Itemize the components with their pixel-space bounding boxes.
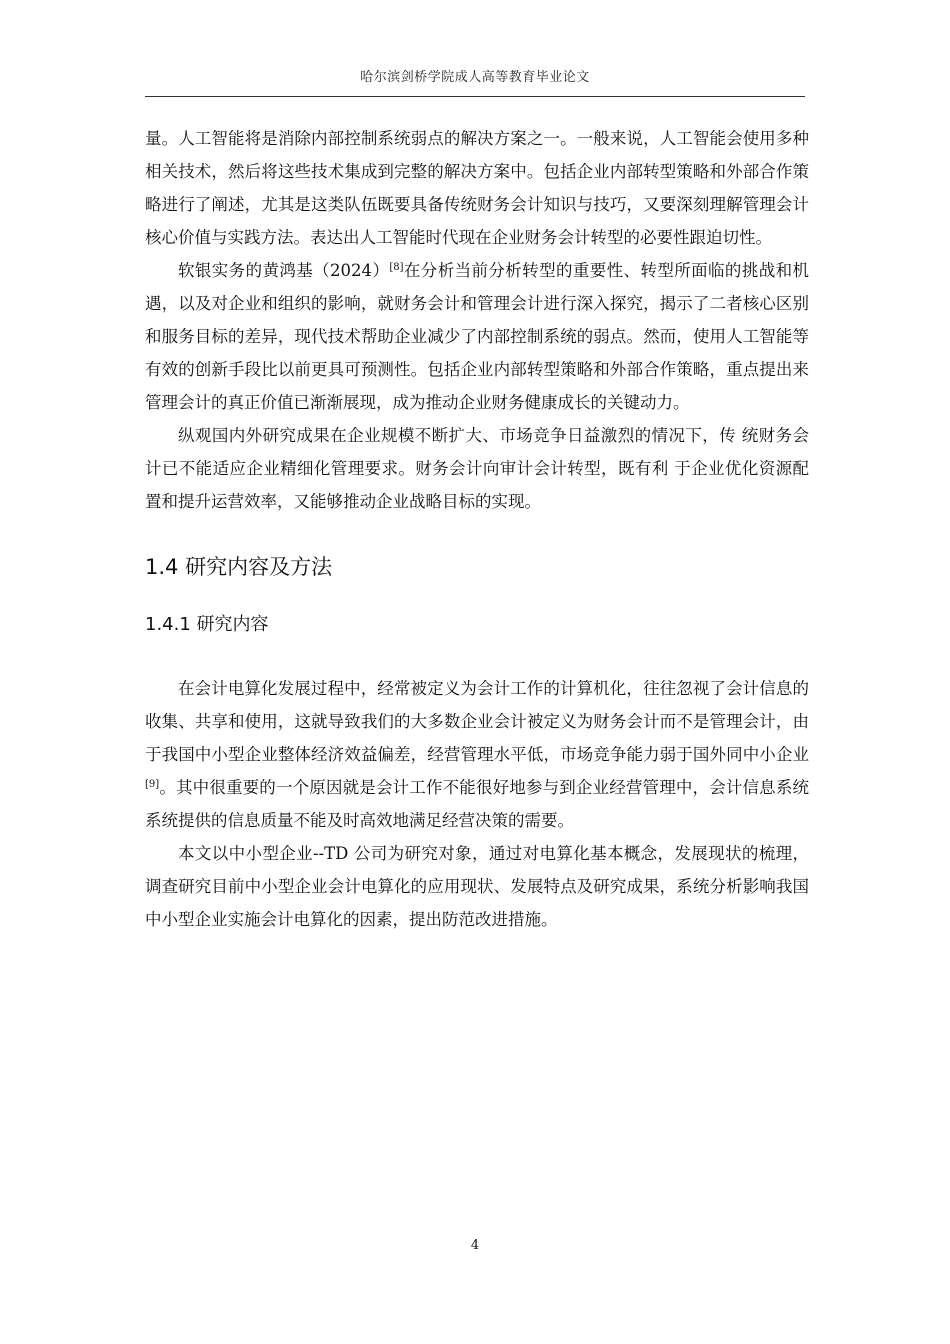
paragraph-summary: 纵观国内外研究成果在企业规模不断扩大、市场竞争日益激烈的情况下，传 统财务会计已不能适应企业精细化管理要求。财务会计向审计会计转型，既有利 于企业优化资源配置和提升运营效率，又能够推动企业战略目标的实现。 xyxy=(145,426,809,511)
citation-ref: [8] xyxy=(389,262,404,273)
paragraph-continued: 量。人工智能将是消除内部控制系统弱点的解决方案之一。一般来说，人工智能会使用多种相关技术，然后将这些技术集成到完整的解决方案中。包括企业内部转型策略和外部合作策略进行了阐述，尤其是这类队伍既要具备传统财务会计知识与技巧，又要深刻理解管理会计核心价值与实践方法。表达出人工智能时代现在企业财务会计转型的必要性跟迫切性。 xyxy=(145,129,809,247)
running-header: 哈尔滨剑桥学院成人高等教育毕业论文 xyxy=(360,70,590,85)
paragraph-text: 软银实务的黄鸿基（2024） xyxy=(178,261,390,280)
paragraph-huang-hongji xyxy=(145,254,809,419)
paragraph-text: 在分析当前分析转型的重要性、转型所面临的挑战和机遇，以及对企业和组织的影响，就财务会计和管理会计进行深入探究，揭示了二者核心区别和服务目标的差异，现代技术帮助企业减少了内部控制系统的弱点。然而，使用人工智能等有效的创新手段比以前更具可预测性。包括企业内部转型策略和外部合作策略，重点提出来管理会计的真正价值已渐渐展现，成为推动企业财务健康成长的关键动力。 xyxy=(145,261,809,412)
page-body xyxy=(145,122,809,936)
section-heading: 1.4 研究内容及方法 xyxy=(145,555,333,579)
subsection-heading: 1.4.1 研究内容 xyxy=(145,614,269,635)
paragraph-accounting-computerization xyxy=(145,672,809,837)
header-rule xyxy=(145,96,805,97)
spacer xyxy=(145,650,809,672)
paragraph-text: 。其中很重要的一个原因就是会计工作不能很好地参与到企业经营管理中，会计信息系统系统提供的信息质量不能及时高效地满足经营决策的需要。 xyxy=(145,778,809,830)
paragraph-text: 在会计电算化发展过程中，经常被定义为会计工作的计算机化，往往忽视了会计信息的收集、共享和使用，这就导致我们的大多数企业会计被定义为财务会计而不是管理会计，由于我国中小型企业整体经济效益偏差，经营管理水平低，市场竞争能力弱于国外同中小企业 xyxy=(145,679,809,764)
paragraph-research-object: 本文以中小型企业--TD 公司为研究对象，通过对电算化基本概念，发展现状的梳理，调查研究目前中小型企业会计电算化的应用现状、发展特点及研究成果，系统分析影响我国中小型企业实施会计电算化的因素，提出防范改进措施。 xyxy=(145,844,809,929)
page-number: 4 xyxy=(470,1238,480,1253)
citation-ref: [9] xyxy=(145,779,160,790)
